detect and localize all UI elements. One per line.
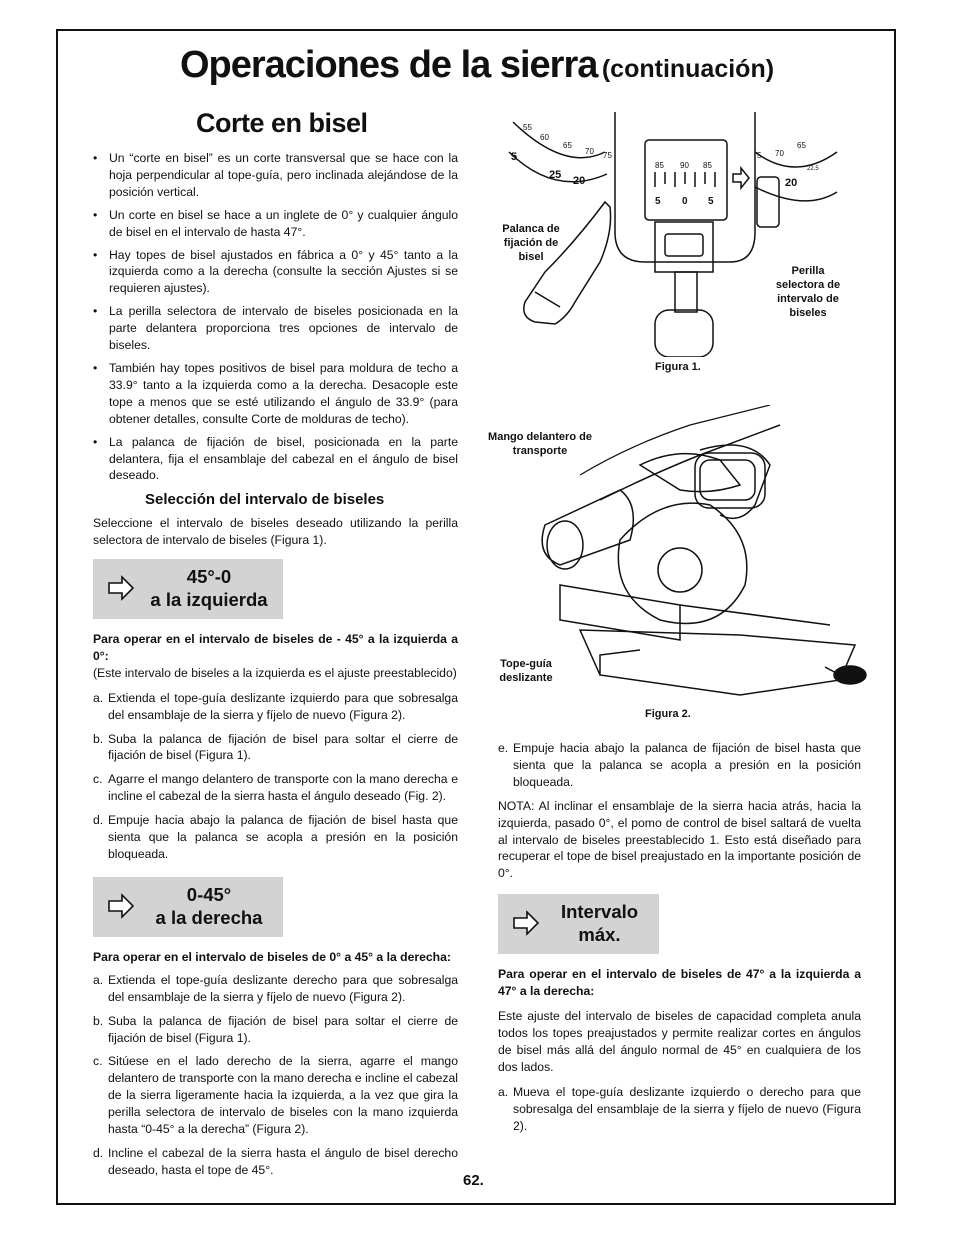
scale-left-label: 75 — [603, 151, 612, 160]
step-item: d. Incline el cabezal de la sierra hasta el ángulo de bisel derecho deseado, hasta el tope de 45°. — [93, 1145, 458, 1177]
scale-right-label: 65 — [797, 141, 806, 150]
range-left-note: (Este intervalo de biseles a la izquierda es el ajuste preestablecido) — [93, 665, 457, 680]
figure1-callout-lever: Palanca de fijación de bisel — [502, 223, 560, 263]
step-item: e. Empuje hacia abajo la palanca de fijación de bisel hasta que sienta que la palanca se acopla a presión en la posición bloqueada. — [498, 741, 861, 789]
bullet-item: • También hay topes positivos de bisel para moldura de techo a 33.9° tanto a la izquierda como a la derecha. Desacople este tope a menos que se esté utilizando el ángulo de 33.9° (para obtener detalles, consulte Corte de molduras de techo). — [93, 360, 458, 428]
figure2-callout-fence: Tope-guía deslizante — [499, 658, 553, 684]
step-item: c. Agarre el mango delantero de transporte con la mano derecha e incline el cabezal de la sierra hasta el ángulo deseado (Fig. 2). — [93, 772, 458, 804]
bullet-item: • La palanca de fijación de bisel, posicionada en la parte delantera, fija el ensamblaje del cabezal en el ángulo de bisel deseado. — [93, 434, 458, 485]
page-title — [0, 44, 954, 87]
range-right-label: 0-45° a la derecha — [155, 883, 263, 928]
step-item: a. Extienda el tope-guía deslizante derecho para que sobresalga del ensamblaje de la sierra y fíjelo de nuevo (Figura 2). — [93, 972, 458, 1004]
range-left-steps — [93, 690, 458, 863]
scale-left-label: 60 — [540, 133, 549, 142]
range-left-label: 45°-0 a la izquierda — [150, 566, 268, 611]
right-arrow-icon — [107, 575, 135, 601]
range-max-steps — [498, 1084, 861, 1135]
scale-center-label: 85 — [655, 161, 664, 170]
right-arrow-icon — [107, 893, 135, 919]
step-item: c. Sitúese en el lado derecho de la sierra, agarre el mango delantero de transporte con la mano derecha e incline el cabezal de la sierra ligeramente hacia la izquierda, a la vez que gira la perilla selectora de intervalo de biseles con la mano izquierda hasta “0-45° a la derecha” (Figura 2). — [93, 1054, 458, 1137]
scale-center-label: 5 — [655, 196, 661, 207]
scale-right-label: 20 — [785, 177, 798, 189]
scale-center-label: 5 — [708, 196, 714, 207]
right-column — [498, 740, 861, 1141]
scale-right-label: 5 — [757, 151, 762, 160]
scale-left-label: 65 — [563, 141, 572, 150]
scale-left-label: 5 — [511, 151, 518, 163]
scale-left-label: 25 — [549, 169, 562, 181]
range-left-steps-continued — [498, 740, 861, 791]
step-item: d. Empuje hacia abajo la palanca de fijación de bisel hasta que sienta que la palanca se acopla a presión en la posición bloqueada. — [93, 813, 458, 861]
range-left-lead: Para operar en el intervalo de biseles de - 45° a la izquierda a 0°: — [93, 632, 458, 663]
bullet-item: • La perilla selectora de intervalo de biseles posicionada en la parte delantera proporciona tres opciones de intervalo de biseles. — [93, 303, 458, 354]
page-number: 62. — [463, 1172, 484, 1189]
scale-center-label: 0 — [682, 196, 688, 207]
scale-left-label: 55 — [523, 123, 532, 132]
range-max-lead: Para operar en el intervalo de biseles de 47° a la izquierda a 47° a la derecha: — [498, 967, 861, 999]
range-left-label-box — [93, 559, 283, 619]
bullet-item: • Un corte en bisel se hace a un inglete de 0° y cualquier ángulo de bisel en el intervalo de hasta 47°. — [93, 207, 458, 241]
right-arrow-icon — [512, 910, 540, 936]
selection-text: Seleccione el intervalo de biseles deseado utilizando la perilla selectora de intervalo de biseles (Figura 1). — [93, 516, 458, 548]
scale-right-label: 70 — [775, 149, 784, 158]
range-max-text: Este ajuste del intervalo de biseles de capacidad completa anula todos los topes preajustados y permite realizar cortes en ángulos de bisel más allá del ángulo normal de 45° en cualquiera de los dos lados. — [498, 1009, 861, 1074]
scale-center-label: 90 — [680, 161, 689, 170]
left-column — [93, 150, 458, 1186]
step-item: b. Suba la palanca de fijación de bisel para soltar el cierre de fijación de bisel (Figura 1). — [93, 731, 458, 763]
figure2-caption: Figura 2. — [645, 708, 691, 720]
intro-bullet-list — [93, 150, 458, 484]
step-item: a. Extienda el tope-guía deslizante izquierdo para que sobresalga del ensamblaje de la sierra y fíjelo de nuevo (Figura 2). — [93, 690, 458, 722]
title-sub: (continuación) — [601, 55, 775, 83]
figure1-caption: Figura 1. — [655, 361, 701, 373]
bullet-item: • Hay topes de bisel ajustados en fábrica a 0° y 45° tanto a la izquierda como a la derecha (consulte la sección Ajustes si se requieren ajustes). — [93, 247, 458, 298]
range-max-label: Intervalo máx. — [560, 901, 639, 946]
selection-heading: Selección del intervalo de biseles — [145, 491, 385, 509]
scale-center-label: 85 — [703, 161, 712, 170]
scale-left-label: 20 — [573, 175, 586, 187]
range-max-label-box — [498, 894, 659, 954]
title-main: Operaciones de la sierra — [179, 44, 598, 86]
scale-left-label: 70 — [585, 147, 594, 156]
scale-right-label: 22.5 — [807, 166, 819, 172]
figure1-callout-knob: Perilla selectora de intervalo de biseles — [775, 265, 841, 319]
range-right-lead: Para operar en el intervalo de biseles de 0° a 45° a la derecha: — [93, 949, 451, 964]
step-item: a. Mueva el tope-guía deslizante izquierdo o derecho para que sobresalga del ensamblaje de la sierra y fíjelo de nuevo (Figura 2). — [498, 1084, 861, 1133]
step-item: b. Suba la palanca de fijación de bisel para soltar el cierre de fijación de bisel (Figura 1). — [93, 1013, 458, 1045]
figure2-callout-handle: Mango delantero de transporte — [488, 431, 592, 457]
bullet-item: • Un “corte en bisel” es un corte transversal que se hace con la hoja perpendicular al tope-guía, pero inclinada alejándose de la posición vertical. — [93, 150, 458, 201]
nota-text: NOTA: Al inclinar el ensamblaje de la sierra hacia atrás, hacia la izquierda, pasado 0°, el pomo de control de bisel saltará de vuelta al intervalo de biseles preestablecido 1. Esto está diseñado para recuperar el tope de bisel preajustado en la importante posición de 0°. — [498, 798, 861, 881]
range-right-label-box — [93, 877, 283, 937]
range-right-steps — [93, 972, 458, 1179]
section-title: Corte en bisel — [196, 108, 368, 138]
